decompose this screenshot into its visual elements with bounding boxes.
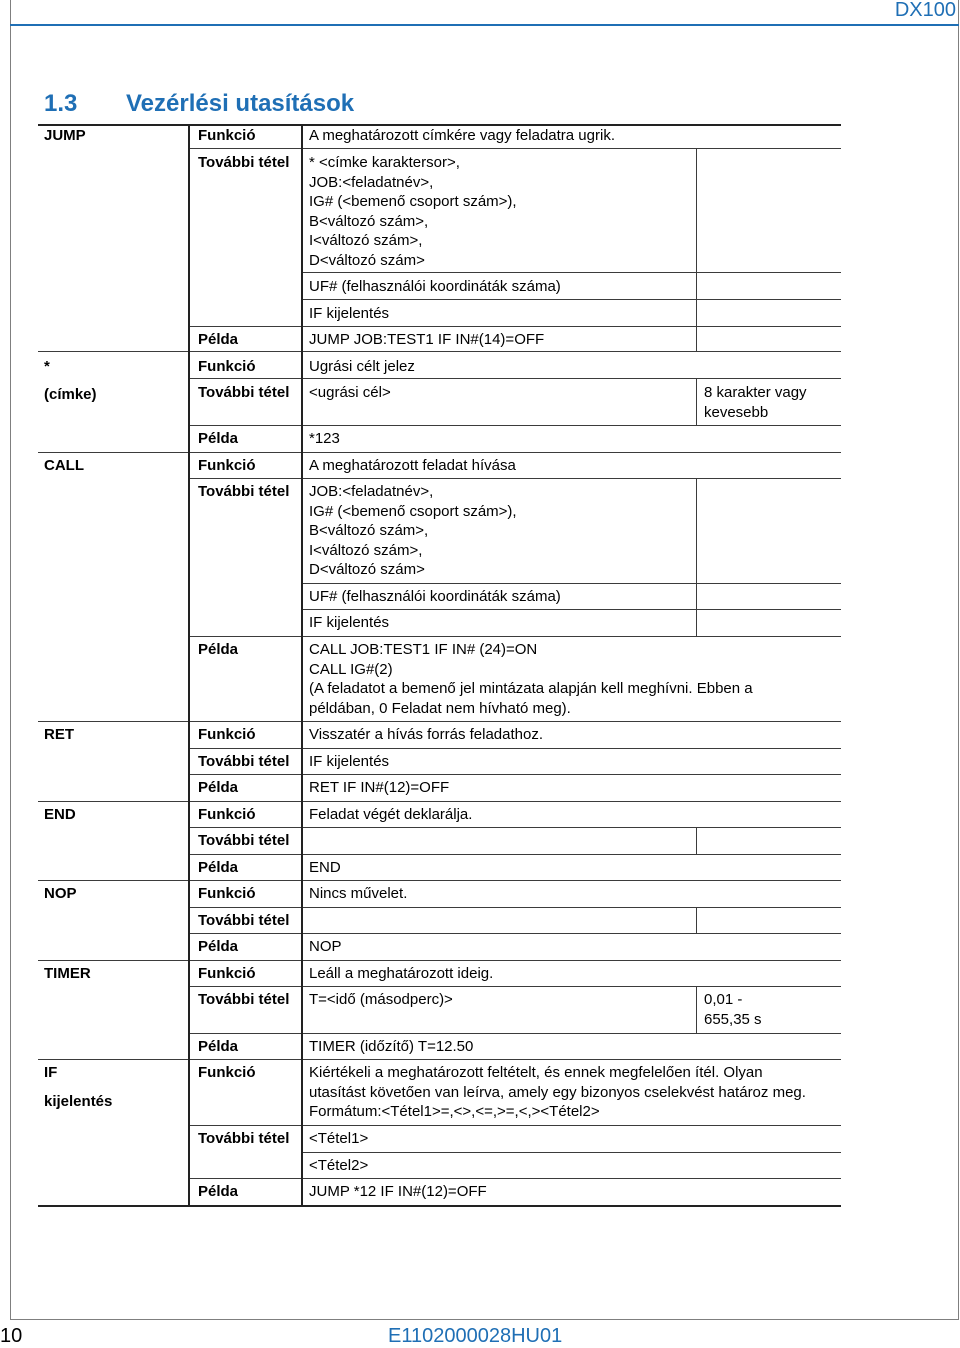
- label-tovabbi-label: További tétel: [198, 384, 290, 401]
- jump-tovabbi: [309, 153, 517, 271]
- jump-tovabbi-line: B<változó szám>,: [309, 212, 429, 230]
- nop-funkcio-label: Funkció: [198, 885, 256, 902]
- call-tovabbi-uf: UF# (felhasználói koordináták száma): [309, 588, 561, 605]
- nop-funkcio: Nincs művelet.: [309, 885, 408, 902]
- call-tovabbi-line: JOB:<feladatnév>,: [309, 483, 434, 500]
- jump-pelda: JUMP JOB:TEST1 IF IN#(14)=OFF: [309, 331, 545, 348]
- nop-pelda-label: Példa: [198, 938, 239, 955]
- label-pelda-label: Példa: [198, 430, 239, 447]
- call-pelda: [309, 640, 753, 718]
- call-pelda-line: példában, 0 Feladat nem hívható meg).: [309, 699, 571, 717]
- timer-funkcio-label: Funkció: [198, 965, 256, 982]
- if-tovabbi: <Tétel1>: [309, 1130, 369, 1147]
- cmd-nop: NOP: [44, 885, 77, 902]
- section-number: 1.3: [44, 90, 78, 117]
- label-funkcio: Ugrási célt jelez: [309, 358, 415, 375]
- ret-funkcio: Visszatér a hívás forrás feladathoz.: [309, 726, 544, 743]
- end-pelda-label: Példa: [198, 859, 239, 876]
- end-tovabbi-label: További tétel: [198, 832, 290, 849]
- ret-funkcio-label: Funkció: [198, 726, 256, 743]
- timer-funkcio: Leáll a meghatározott ideig.: [309, 965, 494, 982]
- jump-tovabbi-line: D<változó szám>: [309, 251, 425, 269]
- timer-note-line: 655,35 s: [704, 1010, 762, 1028]
- document-id: E1102000028HU01: [388, 1325, 563, 1347]
- call-pelda-line: CALL IG#(2): [309, 660, 393, 678]
- if-funkcio-line: utasítást követően van leírva, amely egy bizonyos cselekvést határoz meg.: [309, 1083, 806, 1101]
- call-funkcio: A meghatározott feladat hívása: [309, 457, 516, 474]
- if-tovabbi-2: <Tétel2>: [309, 1157, 369, 1174]
- if-funkcio-label: Funkció: [198, 1064, 256, 1081]
- ret-tovabbi: IF kijelentés: [309, 753, 390, 770]
- label-note-line: kevesebb: [704, 403, 769, 421]
- call-tovabbi-line: IG# (<bemenő csoport szám>),: [309, 502, 517, 520]
- jump-pelda-label: Példa: [198, 331, 239, 348]
- ret-pelda: RET IF IN#(12)=OFF: [309, 779, 450, 796]
- jump-funkcio: A meghatározott címkére vagy feladatra ugrik.: [309, 127, 615, 144]
- timer-pelda: TIMER (időzítő) T=12.50: [309, 1038, 474, 1055]
- end-funkcio: Feladat végét deklarálja.: [309, 806, 473, 823]
- cmd-call: CALL: [44, 457, 84, 474]
- cmd-if-name: kijelentés: [44, 1093, 113, 1110]
- call-tovabbi-line: I<változó szám>,: [309, 541, 423, 559]
- call-tovabbi-line: B<változó szám>,: [309, 522, 429, 540]
- call-funkcio-label: Funkció: [198, 457, 256, 474]
- label-note: [704, 383, 807, 422]
- call-pelda-line: (A feladatot a bemenő jel mintázata alapján kell meghívni. Ebben a: [309, 680, 753, 698]
- cmd-ret: RET: [44, 726, 74, 743]
- if-funkcio-line: Formátum:<Tétel1>=,<>,<=,>=,<,><Tétel2>: [309, 1103, 600, 1121]
- nop-pelda: NOP: [309, 938, 342, 955]
- if-pelda-label: Példa: [198, 1183, 239, 1200]
- label-tovabbi: <ugrási cél>: [309, 384, 391, 401]
- cmd-if: IF: [44, 1064, 58, 1081]
- call-tovabbi-label: További tétel: [198, 483, 290, 500]
- nop-tovabbi-label: További tétel: [198, 912, 290, 929]
- jump-tovabbi-line: JOB:<feladatnév>,: [309, 173, 434, 191]
- section-title-text: Vezérlési utasítások: [126, 90, 355, 117]
- cmd-label-name: (címke): [44, 386, 97, 403]
- page-number: 10: [0, 1325, 23, 1347]
- call-tovabbi-line: D<változó szám>: [309, 561, 425, 579]
- label-funkcio-label: Funkció: [198, 358, 256, 375]
- cmd-timer: TIMER: [44, 965, 91, 982]
- jump-funkcio-label: Funkció: [198, 127, 256, 144]
- jump-tovabbi-if: IF kijelentés: [309, 305, 390, 322]
- jump-tovabbi-uf: UF# (felhasználói koordináták száma): [309, 278, 561, 295]
- jump-tovabbi-line: I<változó szám>,: [309, 232, 423, 250]
- header-model: DX100: [894, 0, 956, 21]
- timer-note: [704, 990, 762, 1029]
- call-pelda-line: CALL JOB:TEST1 IF IN# (24)=ON: [309, 641, 538, 658]
- jump-tovabbi-label: További tétel: [198, 154, 290, 171]
- label-pelda: *123: [309, 430, 340, 447]
- call-tovabbi-if: IF kijelentés: [309, 614, 390, 631]
- timer-tovabbi-label: További tétel: [198, 991, 290, 1008]
- call-pelda-label: Példa: [198, 641, 239, 658]
- header-rule: [10, 24, 959, 26]
- ret-pelda-label: Példa: [198, 779, 239, 796]
- timer-tovabbi: T=<idő (másodperc)>: [309, 991, 453, 1008]
- if-funkcio: [309, 1063, 806, 1122]
- if-pelda: JUMP *12 IF IN#(12)=OFF: [309, 1183, 487, 1200]
- end-funkcio-label: Funkció: [198, 806, 256, 823]
- section-title: [44, 90, 354, 118]
- cmd-end: END: [44, 806, 76, 823]
- cmd-label-star: *: [44, 358, 50, 375]
- if-tovabbi-label: További tétel: [198, 1130, 290, 1147]
- jump-tovabbi-line: * <címke karaktersor>,: [309, 154, 460, 171]
- label-note-line: 8 karakter vagy: [704, 384, 807, 401]
- timer-note-line: 0,01 -: [704, 991, 743, 1008]
- timer-pelda-label: Példa: [198, 1038, 239, 1055]
- cmd-jump: JUMP: [44, 127, 86, 144]
- if-funkcio-line: Kiértékeli a meghatározott feltételt, és ennek megfelelően ítél. Olyan: [309, 1064, 763, 1081]
- jump-tovabbi-line: IG# (<bemenő csoport szám>),: [309, 193, 517, 211]
- call-tovabbi: [309, 482, 517, 580]
- ret-tovabbi-label: További tétel: [198, 753, 290, 770]
- end-pelda: END: [309, 859, 341, 876]
